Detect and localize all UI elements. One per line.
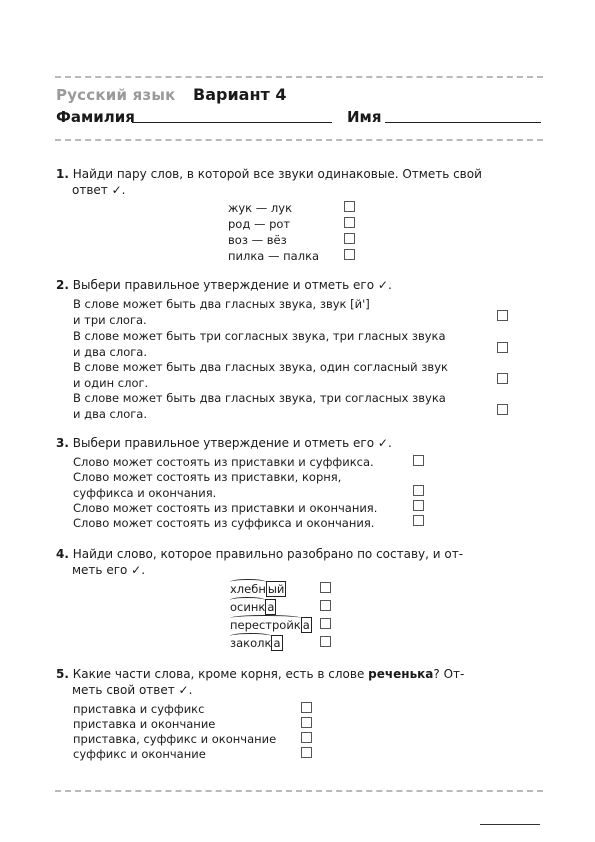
q5-option-1: приставка и суффикс — [73, 702, 205, 716]
word-ending: ый — [267, 582, 285, 596]
q4-word-4 — [230, 636, 283, 650]
q2-option-4-line1: В слове может быть два гласных звука, три согласных звука — [73, 391, 446, 405]
question-number: 1. — [56, 167, 69, 181]
q2-checkbox-3[interactable] — [497, 373, 508, 384]
question-text-line: Какие части слова, кроме корня, есть в слове — [72, 667, 365, 681]
question-4 — [56, 546, 544, 578]
q3-option-3: Слово может состоять из приставки и окончания. — [73, 501, 378, 515]
word-ending: а — [273, 636, 281, 650]
q3-option-1: Слово может состоять из приставки и суффикса. — [73, 455, 374, 469]
q1-option-2: род — рот — [228, 217, 291, 231]
question-3 — [56, 435, 544, 451]
keyword: реченька — [368, 667, 434, 681]
q4-checkbox-1[interactable] — [320, 582, 331, 593]
q3-checkbox-1[interactable] — [413, 455, 424, 466]
question-text-line: меть свой ответ ✓. — [72, 683, 193, 697]
q4-word-2 — [230, 600, 276, 614]
q3-option-4: Слово может состоять из суффикса и окончания. — [73, 516, 375, 530]
q1-checkbox-3[interactable] — [344, 233, 355, 244]
q4-word-1 — [230, 582, 286, 596]
q2-option-1-line1: В слове может быть два гласных звука, звук [й'] — [73, 297, 370, 311]
question-5 — [56, 666, 544, 698]
question-text-line: Найди слово, которое правильно разобрано по составу, и от- — [72, 547, 464, 561]
question-number: 4. — [56, 547, 69, 561]
header-divider — [55, 139, 543, 141]
q2-checkbox-1[interactable] — [497, 310, 508, 321]
question-text: Выбери правильное утверждение и отметь его ✓. — [72, 436, 392, 450]
bottom-divider — [55, 790, 543, 792]
question-number: 2. — [56, 278, 69, 292]
q3-checkbox-4[interactable] — [413, 515, 424, 526]
word-root: хлебн — [230, 582, 266, 596]
word-ending: а — [302, 618, 310, 632]
q3-option-2-line2: суффикса и окончания. — [73, 486, 217, 500]
surname-field[interactable] — [132, 122, 332, 123]
subject-label: Русский язык — [56, 86, 176, 104]
question-1 — [56, 166, 544, 198]
q1-option-4: пилка — палка — [228, 249, 320, 263]
question-text-line: Найди пару слов, в которой все звуки одинаковые. Отметь свой — [72, 167, 482, 181]
q1-option-1: жук — лук — [228, 201, 293, 215]
q2-option-3-line1: В слове может быть два гласных звука, один согласный звук — [73, 360, 448, 374]
q4-checkbox-4[interactable] — [320, 636, 331, 647]
q2-checkbox-4[interactable] — [497, 404, 508, 415]
q5-checkbox-1[interactable] — [301, 702, 312, 713]
question-number: 3. — [56, 436, 69, 450]
q2-option-4-line2: и два слога. — [73, 407, 148, 421]
q4-checkbox-2[interactable] — [320, 600, 331, 611]
top-divider — [55, 76, 543, 78]
q5-checkbox-3[interactable] — [301, 732, 312, 743]
q4-word-3 — [230, 618, 312, 632]
q1-option-3: воз — вёз — [228, 233, 287, 247]
name-field[interactable] — [385, 122, 541, 123]
q3-option-2-line1: Слово может состоять из приставки, корня, — [73, 470, 342, 484]
word-ending: а — [267, 600, 275, 614]
q2-option-2-line2: и два слога. — [73, 345, 148, 359]
question-text: Выбери правильное утверждение и отметь его ✓. — [72, 278, 392, 292]
question-number: 5. — [56, 667, 69, 681]
question-text-line: ответ ✓. — [72, 183, 126, 197]
q2-option-2-line1: В слове может быть три согласных звука, три гласных звука — [73, 329, 446, 343]
q4-checkbox-3[interactable] — [320, 618, 331, 629]
question-text-line: ? От- — [433, 667, 465, 681]
q5-option-2: приставка и окончание — [73, 717, 216, 731]
q3-checkbox-2[interactable] — [413, 485, 424, 496]
q1-checkbox-4[interactable] — [344, 249, 355, 260]
surname-label: Фамилия — [56, 108, 135, 126]
word-root: осинк — [230, 600, 265, 614]
q2-option-1-line2: и три слога. — [73, 313, 147, 327]
q5-checkbox-2[interactable] — [301, 717, 312, 728]
name-label: Имя — [347, 108, 382, 126]
q1-checkbox-2[interactable] — [344, 217, 355, 228]
variant-label: Вариант 4 — [193, 85, 287, 104]
q5-option-4: суффикс и окончание — [73, 747, 206, 761]
q2-checkbox-2[interactable] — [497, 342, 508, 353]
q1-checkbox-1[interactable] — [344, 201, 355, 212]
q3-checkbox-3[interactable] — [413, 500, 424, 511]
q5-checkbox-4[interactable] — [301, 747, 312, 758]
word-root: заколк — [230, 636, 271, 650]
footer-line — [480, 824, 540, 825]
q5-option-3: приставка, суффикс и окончание — [73, 732, 277, 746]
q2-option-3-line2: и один слог. — [73, 376, 149, 390]
question-2 — [56, 277, 544, 293]
word-root: перестройк — [230, 618, 301, 632]
question-text-line: меть его ✓. — [72, 563, 146, 577]
